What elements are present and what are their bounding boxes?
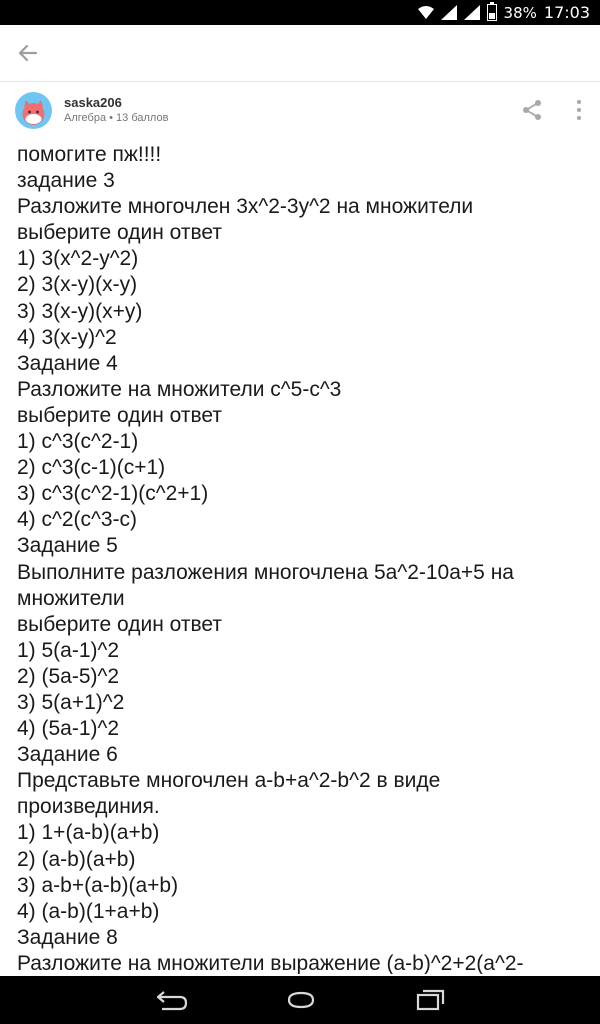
username[interactable]: saska206 — [64, 95, 122, 110]
question-line: 2) (a-b)(a+b) — [17, 847, 136, 871]
question-line: множители — [17, 586, 125, 610]
question-line: Задание 5 — [17, 534, 118, 558]
avatar-face-icon — [15, 92, 52, 129]
battery-icon — [487, 4, 497, 21]
question-line: Разложите на множители выражение (a-b)^2+2(a^2- — [17, 951, 524, 974]
question-line: 3) 5(a+1)^2 — [17, 690, 125, 714]
avatar[interactable] — [15, 92, 52, 129]
question-line: Задание 6 — [17, 743, 118, 767]
question-line: выберите один ответ — [17, 612, 223, 636]
question-line: произвединия. — [17, 795, 160, 819]
battery-percent: 38% — [503, 3, 537, 22]
wifi-icon — [418, 6, 434, 20]
more-options-icon[interactable] — [574, 99, 584, 121]
nav-back-icon[interactable] — [152, 986, 192, 1014]
question-line: выберите один ответ — [17, 403, 223, 427]
subject-label: Алгебра — [64, 112, 107, 124]
question-line: 3) 3(x-y)(x+y) — [17, 299, 143, 323]
question-line: 1) 5(a-1)^2 — [17, 638, 120, 662]
question-line: помогите пж!!!! — [17, 143, 162, 166]
question-line: 4) (5a-1)^2 — [17, 717, 120, 741]
question-header — [0, 82, 600, 140]
question-line: 1) 3(x^2-y^2) — [17, 247, 139, 271]
question-line: выберите один ответ — [17, 221, 223, 245]
points-label: 13 баллов — [116, 112, 169, 124]
question-line: 3) a-b+(a-b)(a+b) — [17, 873, 179, 897]
signal-icon — [441, 5, 457, 20]
question-line: 1) 1+(a-b)(a+b) — [17, 821, 160, 845]
share-icon[interactable] — [521, 99, 543, 121]
nav-recents-icon[interactable] — [410, 986, 450, 1014]
question-line: 2) (5a-5)^2 — [17, 664, 120, 688]
question-line: Разложите многочлен 3x^2-3y^2 на множители — [17, 195, 474, 219]
signal-icon-2 — [464, 5, 480, 20]
navigation-bar — [0, 976, 600, 1024]
question-line: 1) c^3(c^2-1) — [17, 430, 139, 454]
clock: 17:03 — [543, 3, 590, 22]
question-line: задание 3 — [17, 169, 115, 193]
question-line: 3) c^3(c^2-1)(c^2+1) — [17, 482, 209, 506]
status-bar — [0, 0, 600, 25]
nav-home-icon[interactable] — [281, 986, 321, 1014]
question-line: Представьте многочлен a-b+a^2-b^2 в виде — [17, 769, 441, 793]
question-text — [17, 142, 589, 974]
question-line: Разложите на множители c^5-c^3 — [17, 377, 342, 401]
question-line: Выполните разложения многочлена 5a^2-10a+5 на — [17, 560, 514, 584]
question-meta: Алгебра • 13 баллов — [64, 112, 169, 124]
question-line: 2) c^3(c-1)(c+1) — [17, 456, 166, 480]
question-line: Задание 8 — [17, 925, 118, 949]
question-line: 4) (a-b)(1+a+b) — [17, 899, 160, 923]
question-line: 4) c^2(c^3-c) — [17, 508, 138, 532]
back-arrow-icon[interactable] — [14, 39, 42, 67]
question-line: Задание 4 — [17, 351, 118, 375]
question-line: 2) 3(x-y)(x-y) — [17, 273, 138, 297]
app-bar — [0, 25, 600, 82]
question-line: 4) 3(x-y)^2 — [17, 325, 117, 349]
